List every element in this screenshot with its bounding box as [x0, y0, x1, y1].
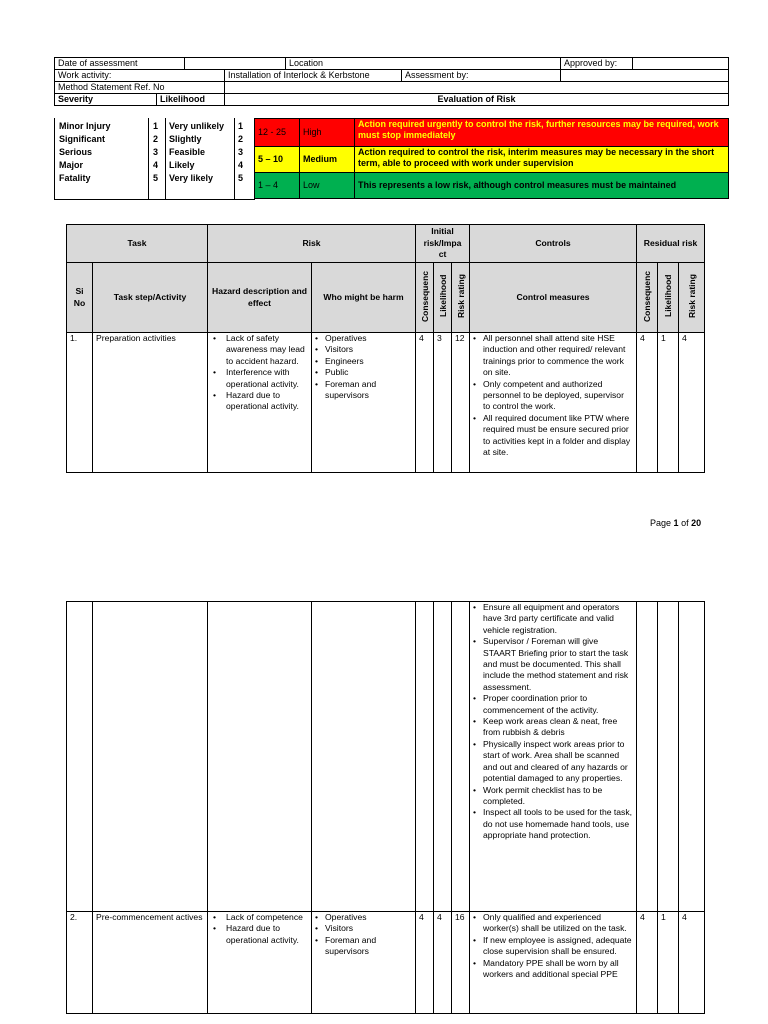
location-label: Location — [289, 58, 324, 68]
who-item: • Engineers — [315, 356, 412, 367]
who-item: • Foreman and supervisors — [315, 935, 412, 958]
residual-likelihood-heading: Likelihood — [663, 274, 674, 318]
evaluation-table — [254, 118, 729, 199]
controls-heading: Controls — [470, 225, 637, 263]
severity-2-num: 2 — [153, 134, 159, 144]
page-footer — [650, 518, 701, 528]
hazard-item: • Hazard due to operational activity. — [211, 923, 308, 946]
page-prefix: Page — [650, 518, 672, 528]
control-item: • Work permit checklist has to be completed. — [473, 785, 633, 808]
control-item: • If new employee is assigned, adequate close supervision shall be ensured. — [473, 935, 633, 958]
hazard-item: • Lack of competence — [211, 912, 308, 923]
hazard-item: • Lack of safety awareness may lead to accident hazard. — [211, 333, 308, 367]
high-range: 12 - 25 — [255, 119, 300, 147]
risk-assessment-table — [66, 224, 705, 473]
who-item: • Visitors — [315, 923, 412, 934]
high-text: Action required urgently to control the risk, further resources may be required, work must stop immediately — [355, 119, 729, 147]
who-item: • Operatives — [315, 333, 412, 344]
likelihood-2-num: 2 — [238, 134, 244, 144]
severity-1-num: 1 — [153, 121, 159, 131]
who-heading: Who might be harm — [312, 263, 416, 333]
assessment-by-label: Assessment by: — [402, 70, 561, 82]
residual-risk-rating-value: 4 — [679, 912, 705, 1014]
control-item: • Inspect all tools to be used for the task, do not use homemade hand tools, use appropriate hand protection. — [473, 807, 633, 841]
task-step: Preparation activities — [93, 333, 208, 473]
likelihood-value: 3 — [434, 333, 452, 473]
residual-consequence-heading: Consequenc — [642, 270, 653, 322]
risk-rating-value: 12 — [452, 333, 470, 473]
task-step-heading: Task step/Activity — [93, 263, 208, 333]
medium-range: 5 – 10 — [255, 147, 300, 173]
control-item: • Physically inspect work areas prior to start of work. Area shall be scanned and out and cleared of any hazards or potential damaged to any properties. — [473, 739, 633, 785]
likelihood-col-heading: Likelihood — [437, 274, 448, 318]
severity-4-label: Major — [59, 160, 84, 170]
low-level: Low — [300, 173, 355, 199]
severity-3-label: Serious — [59, 147, 93, 157]
residual-likelihood-value: 1 — [658, 912, 679, 1014]
likelihood-heading: Likelihood — [157, 94, 225, 106]
who-item: • Operatives — [315, 912, 412, 923]
evaluation-heading: Evaluation of Risk — [225, 94, 729, 106]
control-item: • Mandatory PPE shall be worn by all workers and additional special PPE — [473, 958, 633, 981]
consequence-value: 4 — [416, 912, 434, 1014]
approved-label: Approved by: — [561, 58, 633, 70]
who-item: • Foreman and supervisors — [315, 379, 412, 402]
likelihood-4-label: Likely — [169, 160, 195, 170]
risk-rating-value: 16 — [452, 912, 470, 1014]
severity-1-label: Minor Injury — [59, 121, 111, 131]
page-total: 20 — [691, 518, 702, 528]
residual-consequence-value: 4 — [637, 333, 658, 473]
residual-risk-heading: Residual risk — [637, 225, 705, 263]
method-value[interactable] — [225, 82, 729, 94]
page-number: 1 — [673, 518, 679, 528]
activity-value: Installation of Interlock & Kerbstone — [225, 70, 402, 82]
task-heading: Task — [67, 225, 208, 263]
severity-2-label: Significant — [59, 134, 106, 144]
control-item: • All personnel shall attend site HSE induction and other required/ relevant trainings prior to commence the work on site. — [473, 333, 633, 379]
residual-consequence-value: 4 — [637, 912, 658, 1014]
initial-risk-heading: Initial risk/Impa ct — [416, 225, 470, 263]
control-item: • Supervisor / Foreman will give STAART Briefing prior to start the task and must be documented. This shall include the method statement and risk assessment. — [473, 636, 633, 693]
task-step: Pre-commencement actives — [93, 912, 208, 1014]
si-no-heading: Si No — [67, 263, 93, 333]
severity-4-num: 4 — [153, 160, 159, 170]
table-row — [67, 912, 705, 1014]
residual-risk-rating-value: 4 — [679, 333, 705, 473]
severity-heading: Severity — [55, 94, 157, 106]
assessment-header-table — [54, 57, 729, 106]
who-item: • Public — [315, 367, 412, 378]
who-item: • Visitors — [315, 344, 412, 355]
risk-rating-heading: Risk rating — [455, 273, 466, 318]
control-item: • Only qualified and experienced worker(s) shall be utilized on the task. — [473, 912, 633, 935]
severity-5-label: Fatality — [59, 173, 91, 183]
consequence-heading: Consequenc — [419, 270, 430, 322]
consequence-value: 4 — [416, 333, 434, 473]
likelihood-1-num: 1 — [238, 121, 244, 131]
control-item: • Ensure all equipment and operators have 3rd party certificate and valid vehicle registration. — [473, 602, 633, 636]
likelihood-4-num: 4 — [238, 160, 244, 170]
control-item: • Proper coordination prior to commencement of the activity. — [473, 693, 633, 716]
likelihood-2-label: Slightly — [169, 134, 202, 144]
table-row — [67, 602, 705, 912]
likelihood-3-num: 3 — [238, 147, 244, 157]
low-range: 1 – 4 — [255, 173, 300, 199]
control-measures-heading: Control measures — [470, 263, 637, 333]
likelihood-5-num: 5 — [238, 173, 244, 183]
risk-heading: Risk — [208, 225, 416, 263]
medium-text: Action required to control the risk, interim measures may be necessary in the short term, able to proceed with work under supervision — [355, 147, 729, 173]
approved-value[interactable] — [633, 58, 729, 70]
control-item: • Keep work areas clean & neat, free from rubbish & debris — [473, 716, 633, 739]
method-label: Method Statement Ref. No — [55, 82, 225, 94]
page-of: of — [681, 518, 689, 528]
row-number: 1. — [67, 333, 93, 473]
hazard-item: • Interference with operational activity. — [211, 367, 308, 390]
severity-5-num: 5 — [153, 173, 159, 183]
likelihood-5-label: Very likely — [169, 173, 214, 183]
likelihood-3-label: Feasible — [169, 147, 206, 157]
control-item: • Only competent and authorized personnel to be deployed, supervisor to control the work. — [473, 379, 633, 413]
medium-level: Medium — [300, 147, 355, 173]
activity-label: Work activity: — [55, 70, 225, 82]
likelihood-value: 4 — [434, 912, 452, 1014]
high-level: High — [300, 119, 355, 147]
hazard-item: • Hazard due to operational activity. — [211, 390, 308, 413]
severity-3-num: 3 — [153, 147, 159, 157]
low-text: This represents a low risk, although control measures must be maintained — [355, 173, 729, 199]
control-item: • All required document like PTW where required must be ensure secured prior to activities kept in a folder and display at site. — [473, 413, 633, 459]
date-label: Date of assessment — [55, 58, 185, 70]
table-row — [67, 333, 705, 473]
row-number: 2. — [67, 912, 93, 1014]
severity-likelihood-legend — [54, 118, 255, 200]
residual-risk-rating-heading: Risk rating — [686, 273, 697, 318]
risk-assessment-table-continued — [66, 601, 705, 1014]
residual-likelihood-value: 1 — [658, 333, 679, 473]
likelihood-1-label: Very unlikely — [169, 121, 225, 131]
date-value[interactable] — [185, 58, 286, 70]
hazard-heading: Hazard description and effect — [208, 263, 312, 333]
location-cell — [286, 58, 561, 70]
assessment-by-value[interactable] — [561, 70, 729, 82]
